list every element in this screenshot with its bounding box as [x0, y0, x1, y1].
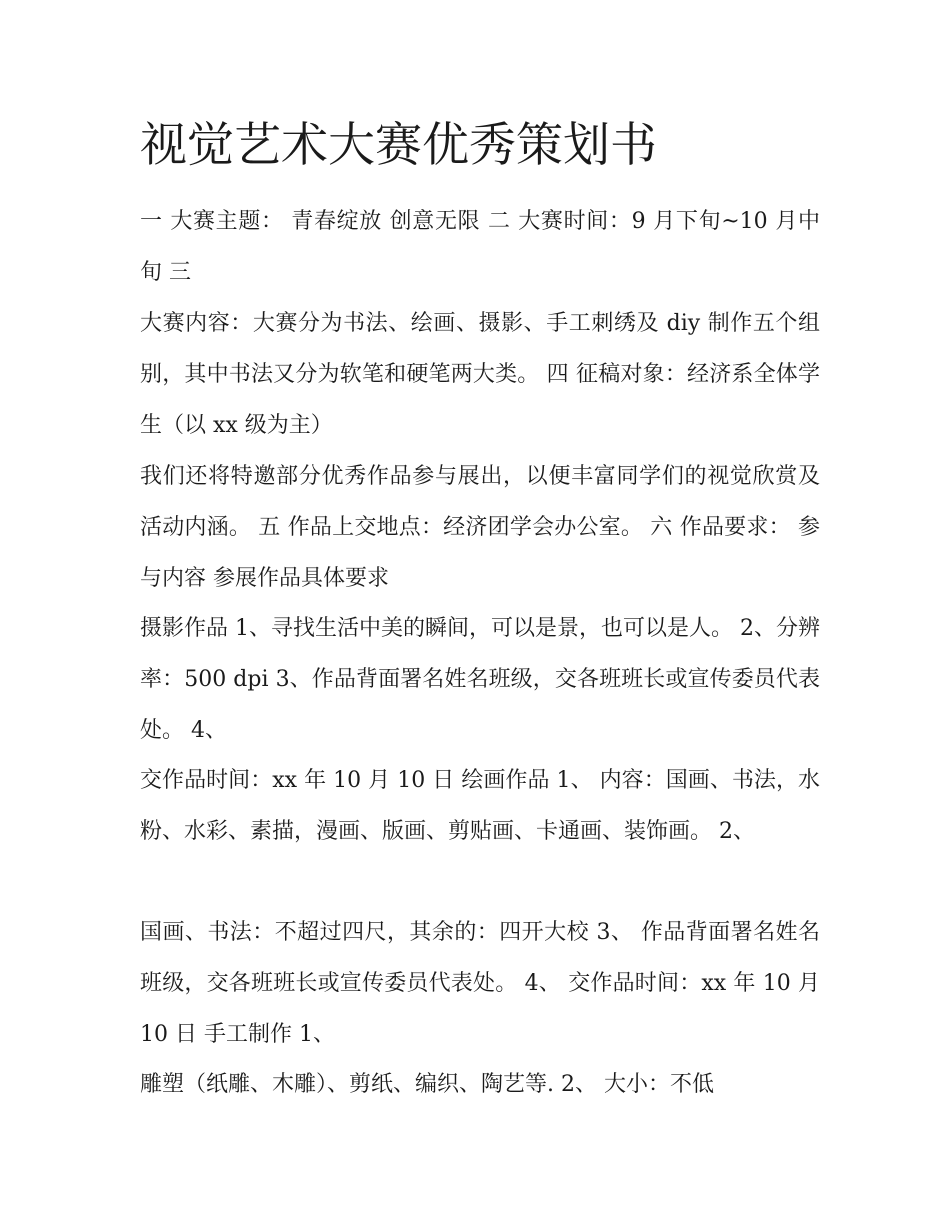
paragraph-painting-size: 国画、书法：不超过四尺，其余的：四开大校 3、 作品背面署名姓名班级，交各班班长或宣传委员代表处。 4、 交作品时间：xx 年 10 月 10 日 手工制作 1、 — [140, 920, 820, 1047]
paragraph-handicraft: 雕塑（纸雕、木雕）、剪纸、编织、陶艺等. 2、 大小：不低 — [140, 1072, 714, 1097]
document-title: 视觉艺术大赛优秀策划书 — [140, 118, 657, 173]
paragraph-theme-time: 一 大赛主题： 青春绽放 创意无限 二 大赛时间：9 月下旬~10 月中旬 三 — [140, 209, 820, 285]
paragraph-photography: 摄影作品 1、寻找生活中美的瞬间，可以是景，也可以是人。 2、分辨率：500 dpi 3、作品背面署名姓名班级，交各班班长或宣传委员代表处。 4、 — [140, 616, 820, 743]
paragraph-exhibition-requirements: 我们还将特邀部分优秀作品参与展出，以便丰富同学们的视觉欣赏及活动内涵。 五 作品上交地点：经济团学会办公室。 六 作品要求： 参与内容 参展作品具体要求 — [140, 464, 820, 591]
paragraph-content-audience: 大赛内容：大赛分为书法、绘画、摄影、手工刺绣及 diy 制作五个组别，其中书法又分为软笔和硬笔两大类。 四 征稿对象：经济系全体学生（以 xx 级为主） — [140, 311, 820, 438]
paragraph-painting: 交作品时间：xx 年 10 月 10 日 绘画作品 1、 内容：国画、书法，水粉、水彩、素描，漫画、版画、剪贴画、卡通画、装饰画。 2、 — [140, 768, 820, 844]
